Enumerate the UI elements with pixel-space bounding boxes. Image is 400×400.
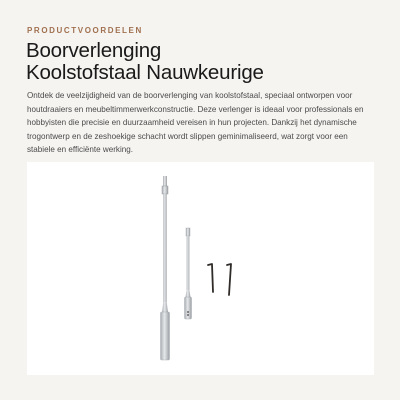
product-title-line-1: Boorverlenging <box>26 39 162 62</box>
product-image <box>27 162 374 375</box>
product-description: Ontdek de veelzijdigheid van de boorverlenging van koolstofstaal, speciaal ontworpen voor houtdraaiers en meubeltimmerwerkconstructie. Deze verlenger is ideaal voor professionals en hobbyisten die precisie en duurzaamheid vereisen in hun projecten. Dankzij het dynamische trogontwerp en de zeshoekige schacht wordt slippen geminimaliseerd, wat zorgt voor een stabiele en efficiënte werking. <box>27 91 364 155</box>
short-extension-rod <box>185 228 192 319</box>
allen-key-2 <box>227 264 231 295</box>
product-title <box>26 40 264 84</box>
allen-keys <box>208 264 231 295</box>
product-title-line-2: Koolstofstaal Nauwkeurige <box>26 61 264 84</box>
section-eyebrow: PRODUCTVOORDELEN <box>27 26 143 35</box>
long-extension-rod <box>161 176 170 360</box>
product-illustration <box>27 162 374 375</box>
allen-key-1 <box>208 264 213 292</box>
